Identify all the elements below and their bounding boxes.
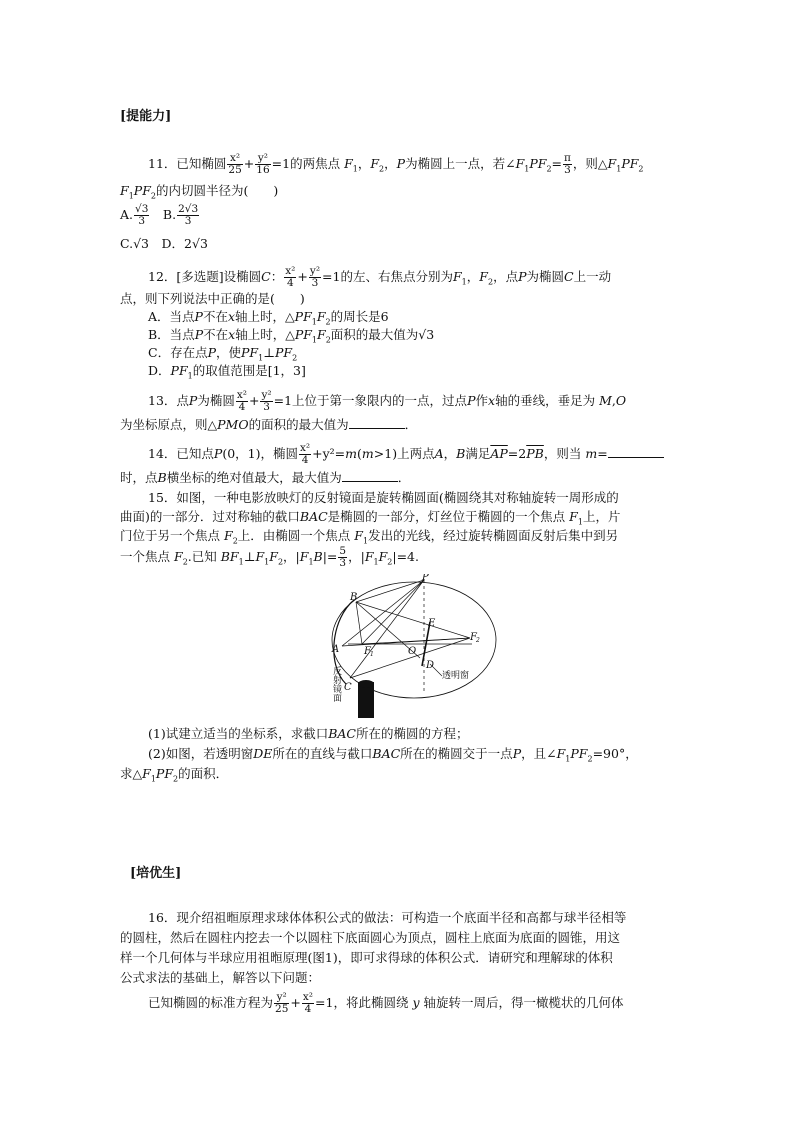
svg-text:1: 1 <box>370 651 374 658</box>
question-12-option-d: D．$PF_1$的取值范围是[1，3] <box>148 363 306 381</box>
section-ability-title: [提能力] <box>120 109 172 124</box>
question-12-line2: 点，则下列说法中正确的是( ) <box>120 291 305 306</box>
question-11-options-cd: C.√3 D．2√3 <box>120 236 208 251</box>
label-window: 透明窗 <box>442 671 470 681</box>
label-f1: F <box>364 646 371 657</box>
question-12-option-a: A．当点P不在x轴上时，$\triangle PF_1F_2$的周长是6 <box>148 309 389 327</box>
question-14-line1: 14．已知点P(0，1)，椭圆 $\frac{\text{x²}}{4}$ +y²=m(m>1)上两点A，B满足$\overline{AP}=2\overline{PB}$，则当 m= <box>148 443 664 466</box>
question-15-sub2: (2)如图，若透明窗DE所在的直线与截口BAC所在的椭圆交于一点P，且$\angle F_1PF_2=90^\circ$， <box>148 746 638 764</box>
question-16-line2: 的圆柱，然后在圆柱内挖去一个以圆柱下底面圆心为顶点，圆柱上底面为底面的圆锥，用这 <box>120 930 621 945</box>
question-12-line1: 12．[多选题]设椭圆C： $\frac{\text{x²}}{4}$ + $\frac{\text{y²}}{3}$ =1的左、右焦点分别为$F_1$，$F_2$，点P为椭圆C上一动 <box>148 265 612 289</box>
label-d: D <box>426 660 435 671</box>
label-e: E <box>428 618 436 629</box>
question-16-line5: 已知椭圆的标准方程为 $\frac{\text{y²}}{25}$ + $\frac{\text{x²}}{4}$ =1，将此椭圆绕 y 轴旋转一周后，得一橄榄状的几何体 <box>148 991 624 1015</box>
label-c: C <box>344 682 352 693</box>
label-b: B <box>350 592 358 603</box>
question-13-line2: 为坐标原点，则△PMO的面积的最大值为 ． <box>120 417 418 432</box>
label-o: O <box>408 646 417 657</box>
question-11-line2: $F_1PF_2$的内切圆半径为( ) <box>120 183 279 201</box>
question-15-line2: 曲面)的一部分．过对称轴的截口BAC是椭圆的一部分，灯丝位于椭圆的一个焦点 $F_1$上，片 <box>120 509 621 527</box>
fraction: $\frac{\text{x²}}{25}$ <box>228 152 242 176</box>
question-15-sub1: (1)试建立适当的坐标系，求截口BAC所在的椭圆的方程； <box>148 726 469 741</box>
label-p: P <box>422 574 429 583</box>
svg-text:2: 2 <box>476 637 480 644</box>
label-a: A <box>332 644 340 655</box>
fraction: $\frac{\pi}{3}$ <box>564 152 571 176</box>
question-15-sub2-line2: 求$\triangle F_1PF_2$的面积． <box>120 766 229 784</box>
label-mirror: 反射镜面 <box>331 666 341 702</box>
reflector-figure <box>322 574 500 722</box>
question-12-option-c: C．存在点P，使$PF_1\perp PF_2$ <box>148 345 298 363</box>
question-14-line2: 时，点B横坐标的绝对值最大，最大值为 ． <box>120 470 411 485</box>
question-15-line3: 门位于另一个焦点 $F_2$上．由椭圆一个焦点 $F_1$发出的光线，经过旋转椭圆面反射后集中到另 <box>120 528 619 546</box>
section-advanced-title: [培优生] <box>130 866 182 881</box>
question-16-line3: 样一个几何体与半球应用祖暅原理(图1)，即可求得球的体积公式．请研究和理解球的体积 <box>120 950 613 965</box>
question-16-line1: 16．现介绍祖暅原理求球体体积公式的做法：可构造一个底面半径和高都与球半径相等 <box>148 910 627 925</box>
q11-text: 11．已知椭圆 <box>148 156 227 171</box>
question-12-option-b: B．当点P不在x轴上时，$\triangle PF_1F_2$面积的最大值为√3 <box>148 327 435 345</box>
fraction: $\frac{\text{y²}}{16}$ <box>256 152 270 176</box>
question-15-line4: 一个焦点 $F_2$.已知 $BF_1\perp F_1F_2$，$|F_1B|=$ $\frac{5}{3}$ ，$|F_1F_2|=4$. <box>120 545 419 569</box>
label-f2: F <box>470 632 477 643</box>
question-13-line1: 13．点P为椭圆 $\frac{\text{x²}}{4}$ + $\frac{\text{y²}}{3}$ =1上位于第一象限内的一点，过点P作x轴的垂线，垂足为 M,O <box>148 389 627 413</box>
question-15-line1: 15．如图，一种电影放映灯的反射镜面是旋转椭圆面(椭圆绕其对称轴旋转一周形成的 <box>148 490 619 505</box>
question-11-line1: 11．已知椭圆 $\frac{\text{x²}}{25}$ + $\frac{\text{y²}}{16}$ =1的两焦点 $F_1$，$F_2$，P为椭圆上一点，若$\angle F_1PF_2=$ $\frac{\pi}{3}$ ，则$\triangle F_1PF_2$ <box>148 152 644 176</box>
question-16-line4: 公式求法的基础上，解答以下问题： <box>120 970 321 985</box>
question-11-options-ab: A. $\frac{√3}{3}$ B. $\frac{2√3}{3}$ <box>120 203 199 227</box>
